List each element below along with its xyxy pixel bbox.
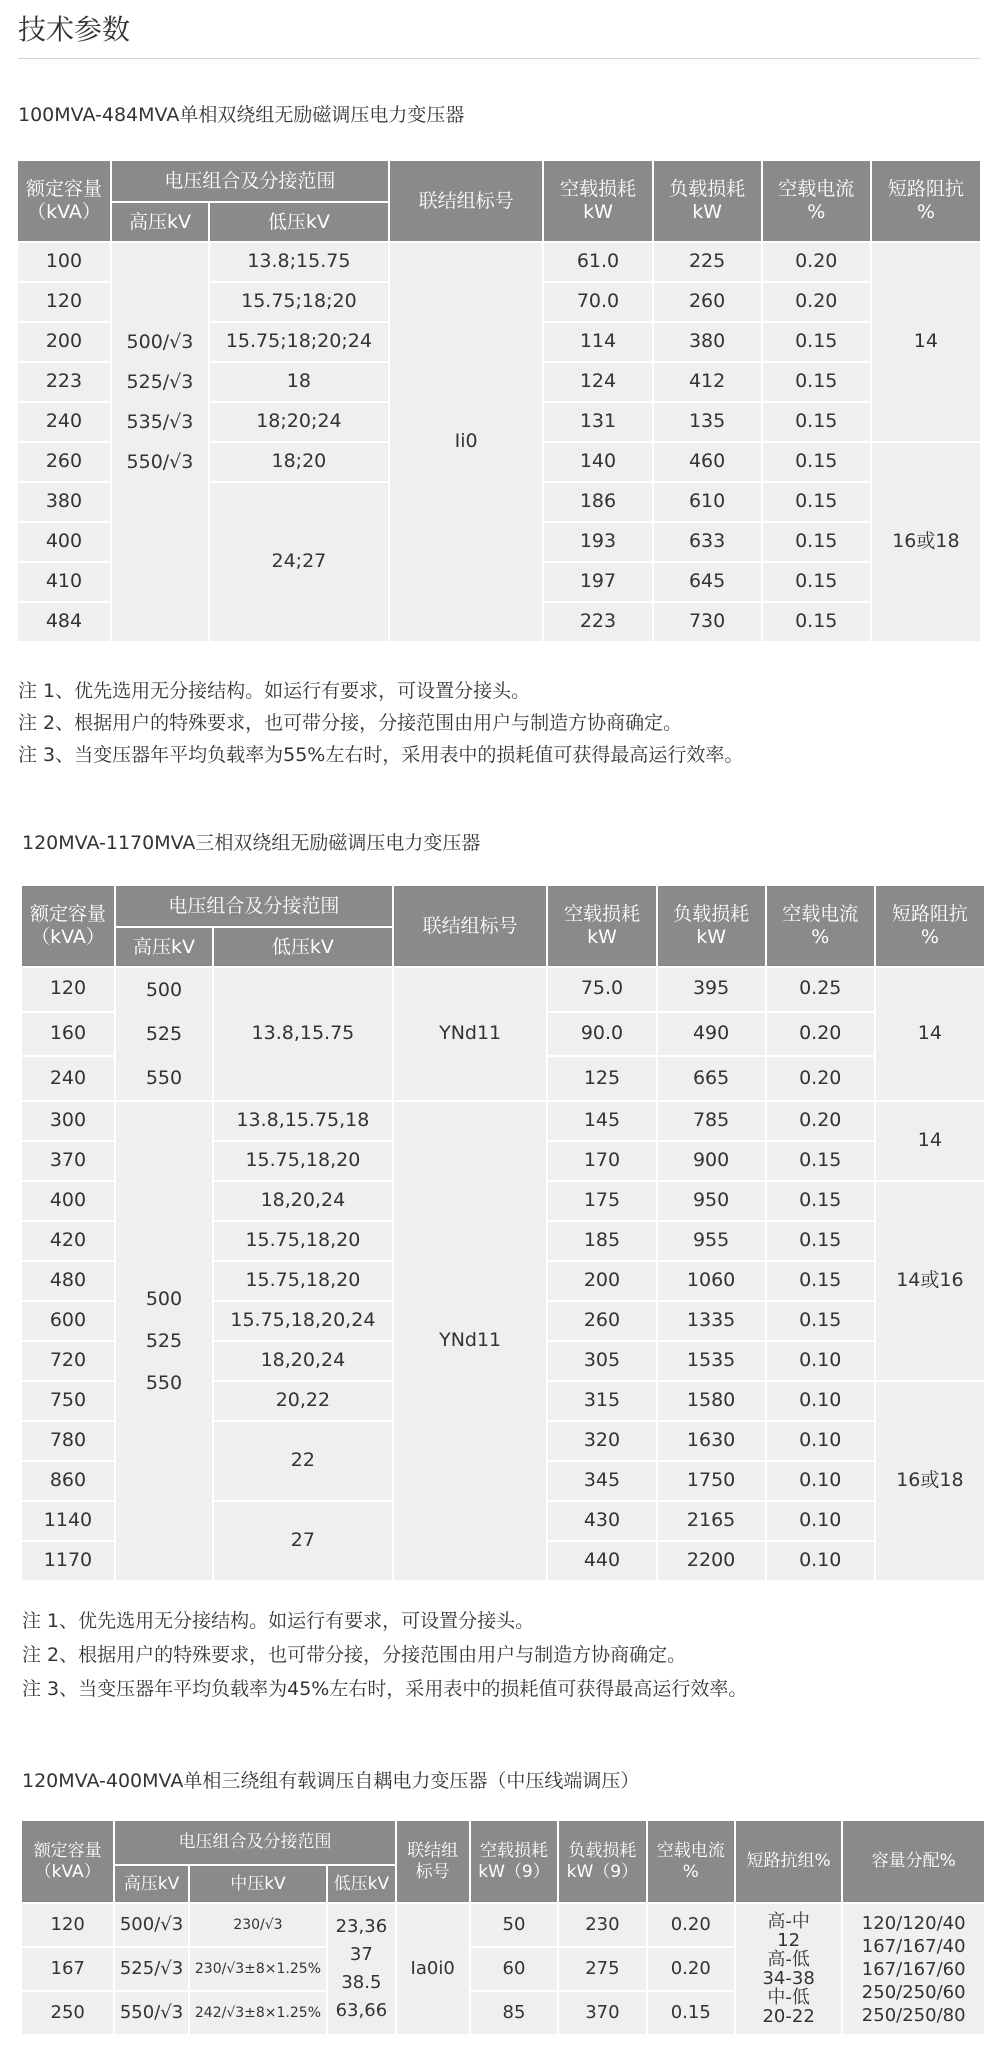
t3-connection-cell: Ia0i0 bbox=[397, 1904, 469, 2034]
table-cell: 50 bbox=[471, 1904, 557, 1946]
t3-header-capacity-split: 容量分配% bbox=[843, 1821, 984, 1902]
table-cell: 15.75,18,20 bbox=[214, 1262, 392, 1300]
table-cell: 430 bbox=[548, 1502, 655, 1540]
table-cell: 15.75,18,20 bbox=[214, 1222, 392, 1260]
heading-text: 技术参数 bbox=[18, 13, 131, 46]
table-cell: 305 bbox=[548, 1342, 655, 1380]
table-cell: 186 bbox=[544, 483, 651, 521]
table-cell: 500/√3 bbox=[115, 1904, 187, 1946]
table-cell: 120 bbox=[18, 283, 110, 321]
table-cell: 1535 bbox=[658, 1342, 765, 1380]
table1 bbox=[16, 159, 982, 643]
table-cell: 18 bbox=[210, 363, 388, 401]
table-cell: 0.15 bbox=[763, 363, 870, 401]
table-cell: 600 bbox=[22, 1302, 114, 1340]
t3-capacity-split-cell: 120/120/40 167/167/40 167/167/60 250/250/60 250/250/80 bbox=[843, 1904, 984, 2034]
table-cell: 1060 bbox=[658, 1262, 765, 1300]
table-cell: 525/√3 bbox=[115, 1948, 187, 1990]
t2-header-hv: 高压kV bbox=[116, 928, 212, 966]
table-cell: 1140 bbox=[22, 1502, 114, 1540]
table-cell: 1170 bbox=[22, 1542, 114, 1580]
table-cell: 223 bbox=[544, 603, 651, 641]
table-cell: 260 bbox=[548, 1302, 655, 1340]
table-cell: 2165 bbox=[658, 1502, 765, 1540]
t1-impedance-cell-2: 16或18 bbox=[872, 443, 980, 641]
t2-impedance-cell-1: 14 bbox=[876, 968, 984, 1100]
table-cell: 300 bbox=[22, 1102, 114, 1140]
table-cell: 0.20 bbox=[763, 243, 870, 281]
table-cell: 160 bbox=[22, 1013, 114, 1056]
table1-title: 100MVA-484MVA单相双绕组无励磁调压电力变压器 bbox=[18, 104, 465, 126]
table-cell: 0.20 bbox=[648, 1948, 734, 1990]
table-cell: 955 bbox=[658, 1222, 765, 1260]
table-cell: 85 bbox=[471, 1992, 557, 2034]
table-cell: 480 bbox=[22, 1262, 114, 1300]
table-cell: 225 bbox=[654, 243, 761, 281]
table-cell: 230/√3 bbox=[190, 1904, 327, 1946]
table-cell: 200 bbox=[18, 323, 110, 361]
table-cell: 395 bbox=[658, 968, 765, 1011]
table-cell: 275 bbox=[559, 1948, 645, 1990]
table-cell: 665 bbox=[658, 1057, 765, 1100]
table2-title: 120MVA-1170MVA三相双绕组无励磁调压电力变压器 bbox=[22, 832, 481, 854]
table-cell: 15.75;18;20;24 bbox=[210, 323, 388, 361]
t1-header-load-loss: 负载损耗 kW bbox=[654, 161, 761, 241]
table-cell: 15.75,18,20 bbox=[214, 1142, 392, 1180]
t2-impedance-cell-4: 16或18 bbox=[876, 1382, 984, 1580]
table-cell: 223 bbox=[18, 363, 110, 401]
t2-header-noload-loss: 空载损耗 kW bbox=[548, 886, 655, 966]
table-cell: 240 bbox=[18, 403, 110, 441]
table-cell: 785 bbox=[658, 1102, 765, 1140]
t1-header-noload-loss: 空载损耗 kW bbox=[544, 161, 651, 241]
table-cell: 230/√3±8×1.25% bbox=[190, 1948, 327, 1990]
table-cell: 260 bbox=[654, 283, 761, 321]
t2-header-voltage-group: 电压组合及分接范围 bbox=[116, 886, 392, 926]
table-cell: 0.15 bbox=[763, 483, 870, 521]
table-cell: 18;20 bbox=[210, 443, 388, 481]
t2-hv-group-1: 500 525 550 bbox=[116, 968, 212, 1100]
t2-header-lv: 低压kV bbox=[214, 928, 392, 966]
table-cell: 320 bbox=[548, 1422, 655, 1460]
table-cell: 0.15 bbox=[763, 443, 870, 481]
table1-note-1: 注 1、优先选用无分接结构。如运行有要求，可设置分接头。 bbox=[18, 680, 531, 702]
t1-header-connection: 联结组标号 bbox=[390, 161, 543, 241]
t2-header-load-loss: 负载损耗 kW bbox=[658, 886, 765, 966]
table3 bbox=[20, 1819, 986, 2036]
table-cell: 0.15 bbox=[763, 323, 870, 361]
t2-connection-cell-1: YNd11 bbox=[394, 968, 547, 1100]
table-cell: 200 bbox=[548, 1262, 655, 1300]
table-cell: 380 bbox=[18, 483, 110, 521]
table-cell: 420 bbox=[22, 1222, 114, 1260]
t1-connection-cell: Ii0 bbox=[390, 243, 543, 641]
table-cell: 484 bbox=[18, 603, 110, 641]
table-cell: 0.20 bbox=[767, 1057, 874, 1100]
t3-header-lv: 低压kV bbox=[328, 1866, 394, 1902]
t1-header-voltage-group: 电压组合及分接范围 bbox=[112, 161, 388, 201]
table-cell: 13.8;15.75 bbox=[210, 243, 388, 281]
table-cell: 15.75;18;20 bbox=[210, 283, 388, 321]
table-cell: 412 bbox=[654, 363, 761, 401]
table-cell: 240 bbox=[22, 1057, 114, 1100]
t2-impedance-cell-2: 14 bbox=[876, 1102, 984, 1180]
t3-lv-cell: 23,36 37 38.5 63,66 bbox=[328, 1904, 394, 2034]
table-cell: 0.15 bbox=[767, 1222, 874, 1260]
table-cell: 60 bbox=[471, 1948, 557, 1990]
table-cell: 145 bbox=[548, 1102, 655, 1140]
table-cell: 0.20 bbox=[648, 1904, 734, 1946]
t2-header-impedance: 短路阻抗 % bbox=[876, 886, 984, 966]
table-cell: 550/√3 bbox=[115, 1992, 187, 2034]
t2-header-connection: 联结组标号 bbox=[394, 886, 547, 966]
t1-header-impedance: 短路阻抗 % bbox=[872, 161, 980, 241]
t1-hv-cell: 500/√3 525/√3 535/√3 550/√3 bbox=[112, 243, 208, 641]
t3-header-voltage-group: 电压组合及分接范围 bbox=[115, 1821, 394, 1864]
table-cell: 61.0 bbox=[544, 243, 651, 281]
t3-header-mv: 中压kV bbox=[190, 1866, 327, 1902]
table1-note-2: 注 2、根据用户的特殊要求，也可带分接，分接范围由用户与制造方协商确定。 bbox=[18, 712, 683, 734]
table-cell: 124 bbox=[544, 363, 651, 401]
table-cell: 15.75,18,20,24 bbox=[214, 1302, 392, 1340]
table-cell: 90.0 bbox=[548, 1013, 655, 1056]
table-cell: 175 bbox=[548, 1182, 655, 1220]
table-cell: 27 bbox=[214, 1502, 392, 1580]
table-cell: 193 bbox=[544, 523, 651, 561]
table-cell: 18,20,24 bbox=[214, 1182, 392, 1220]
table-cell: 75.0 bbox=[548, 968, 655, 1011]
table-cell: 0.20 bbox=[763, 283, 870, 321]
t3-impedance-cell: 高-中 12 高-低 34-38 中-低 20-22 bbox=[736, 1904, 841, 2034]
t3-header-hv: 高压kV bbox=[115, 1866, 187, 1902]
table-cell: 0.20 bbox=[767, 1013, 874, 1056]
table-cell: 370 bbox=[559, 1992, 645, 2034]
table-cell: 100 bbox=[18, 243, 110, 281]
table-cell: 0.10 bbox=[767, 1342, 874, 1380]
t3-header-connection: 联结组 标号 bbox=[397, 1821, 469, 1902]
table-cell: 860 bbox=[22, 1462, 114, 1500]
table-cell: 131 bbox=[544, 403, 651, 441]
t3-header-noload-current: 空载电流 % bbox=[648, 1821, 734, 1902]
t2-connection-cell-2: YNd11 bbox=[394, 1102, 547, 1580]
table-cell: 0.10 bbox=[767, 1422, 874, 1460]
table-cell: 460 bbox=[654, 443, 761, 481]
table2-note-3: 注 3、当变压器年平均负载率为45%左右时，采用表中的损耗值可获得最高运行效率。 bbox=[22, 1678, 748, 1700]
table-cell: 0.15 bbox=[763, 563, 870, 601]
table-cell: 13.8,15.75,18 bbox=[214, 1102, 392, 1140]
t3-header-impedance: 短路抗组% bbox=[736, 1821, 841, 1902]
table-cell: 370 bbox=[22, 1142, 114, 1180]
table-cell: 0.15 bbox=[648, 1992, 734, 2034]
table2-note-1: 注 1、优先选用无分接结构。如运行有要求，可设置分接头。 bbox=[22, 1610, 535, 1632]
table-cell: 22 bbox=[214, 1422, 392, 1500]
table-cell: 780 bbox=[22, 1422, 114, 1460]
table-cell: 18;20;24 bbox=[210, 403, 388, 441]
table-cell: 1335 bbox=[658, 1302, 765, 1340]
table-cell: 2200 bbox=[658, 1542, 765, 1580]
t2-hv-group-2: 500 525 550 bbox=[116, 1102, 212, 1580]
table-cell: 260 bbox=[18, 443, 110, 481]
table-cell: 645 bbox=[654, 563, 761, 601]
table-cell: 490 bbox=[658, 1013, 765, 1056]
table-cell: 610 bbox=[654, 483, 761, 521]
table-cell: 0.10 bbox=[767, 1462, 874, 1500]
section-heading bbox=[18, 12, 980, 59]
table-cell: 0.15 bbox=[763, 603, 870, 641]
t1-header-hv: 高压kV bbox=[112, 203, 208, 241]
table-cell: 400 bbox=[22, 1182, 114, 1220]
table-cell: 197 bbox=[544, 563, 651, 601]
table-cell: 0.15 bbox=[767, 1262, 874, 1300]
table-cell: 120 bbox=[22, 1904, 113, 1946]
table-cell: 0.15 bbox=[767, 1182, 874, 1220]
table-cell: 1630 bbox=[658, 1422, 765, 1460]
table-cell: 170 bbox=[548, 1142, 655, 1180]
table-cell: 440 bbox=[548, 1542, 655, 1580]
t2-header-capacity: 额定容量 （kVA） bbox=[22, 886, 114, 966]
table-cell: 70.0 bbox=[544, 283, 651, 321]
table-cell: 380 bbox=[654, 323, 761, 361]
table-cell: 135 bbox=[654, 403, 761, 441]
table-cell: 1580 bbox=[658, 1382, 765, 1420]
table-cell: 730 bbox=[654, 603, 761, 641]
table-cell: 1750 bbox=[658, 1462, 765, 1500]
table-cell: 242/√3±8×1.25% bbox=[190, 1992, 327, 2034]
table-cell: 250 bbox=[22, 1992, 113, 2034]
table-cell: 167 bbox=[22, 1948, 113, 1990]
t1-header-noload-current: 空载电流 % bbox=[763, 161, 870, 241]
table-cell: 185 bbox=[548, 1222, 655, 1260]
t1-header-capacity: 额定容量 （kVA） bbox=[18, 161, 110, 241]
table-cell: 230 bbox=[559, 1904, 645, 1946]
table-cell: 0.10 bbox=[767, 1502, 874, 1540]
table-cell: 0.15 bbox=[763, 403, 870, 441]
t3-header-load-loss: 负载损耗 kW（9） bbox=[559, 1821, 645, 1902]
t3-header-noload-loss: 空载损耗 kW（9） bbox=[471, 1821, 557, 1902]
table-cell: 0.15 bbox=[767, 1302, 874, 1340]
table-cell: 18,20,24 bbox=[214, 1342, 392, 1380]
table-cell: 400 bbox=[18, 523, 110, 561]
table-cell: 900 bbox=[658, 1142, 765, 1180]
table-cell: 950 bbox=[658, 1182, 765, 1220]
table-cell: 0.10 bbox=[767, 1382, 874, 1420]
table-cell: 114 bbox=[544, 323, 651, 361]
table-cell: 315 bbox=[548, 1382, 655, 1420]
table-cell: 24;27 bbox=[210, 483, 388, 641]
table-cell: 633 bbox=[654, 523, 761, 561]
t2-header-noload-current: 空载电流 % bbox=[767, 886, 874, 966]
table-cell: 13.8,15.75 bbox=[214, 968, 392, 1100]
table-cell: 0.15 bbox=[763, 523, 870, 561]
table2 bbox=[20, 884, 986, 1582]
table-cell: 0.10 bbox=[767, 1542, 874, 1580]
t3-header-capacity: 额定容量 （kVA） bbox=[22, 1821, 113, 1902]
table-cell: 0.15 bbox=[767, 1142, 874, 1180]
table-cell: 140 bbox=[544, 443, 651, 481]
table-cell: 20,22 bbox=[214, 1382, 392, 1420]
table2-note-2: 注 2、根据用户的特殊要求，也可带分接，分接范围由用户与制造方协商确定。 bbox=[22, 1644, 687, 1666]
table-cell: 120 bbox=[22, 968, 114, 1011]
table-cell: 0.20 bbox=[767, 1102, 874, 1140]
table1-note-3: 注 3、当变压器年平均负载率为55%左右时，采用表中的损耗值可获得最高运行效率。 bbox=[18, 744, 744, 766]
table-cell: 410 bbox=[18, 563, 110, 601]
table-cell: 0.25 bbox=[767, 968, 874, 1011]
t1-header-lv: 低压kV bbox=[210, 203, 388, 241]
t1-impedance-cell: 14 bbox=[872, 243, 980, 441]
table-cell: 345 bbox=[548, 1462, 655, 1500]
t2-impedance-cell-3: 14或16 bbox=[876, 1182, 984, 1380]
table3-title: 120MVA-400MVA单相三绕组有载调压自耦电力变压器（中压线端调压） bbox=[22, 1770, 640, 1792]
table-cell: 720 bbox=[22, 1342, 114, 1380]
table-cell: 750 bbox=[22, 1382, 114, 1420]
table-cell: 125 bbox=[548, 1057, 655, 1100]
